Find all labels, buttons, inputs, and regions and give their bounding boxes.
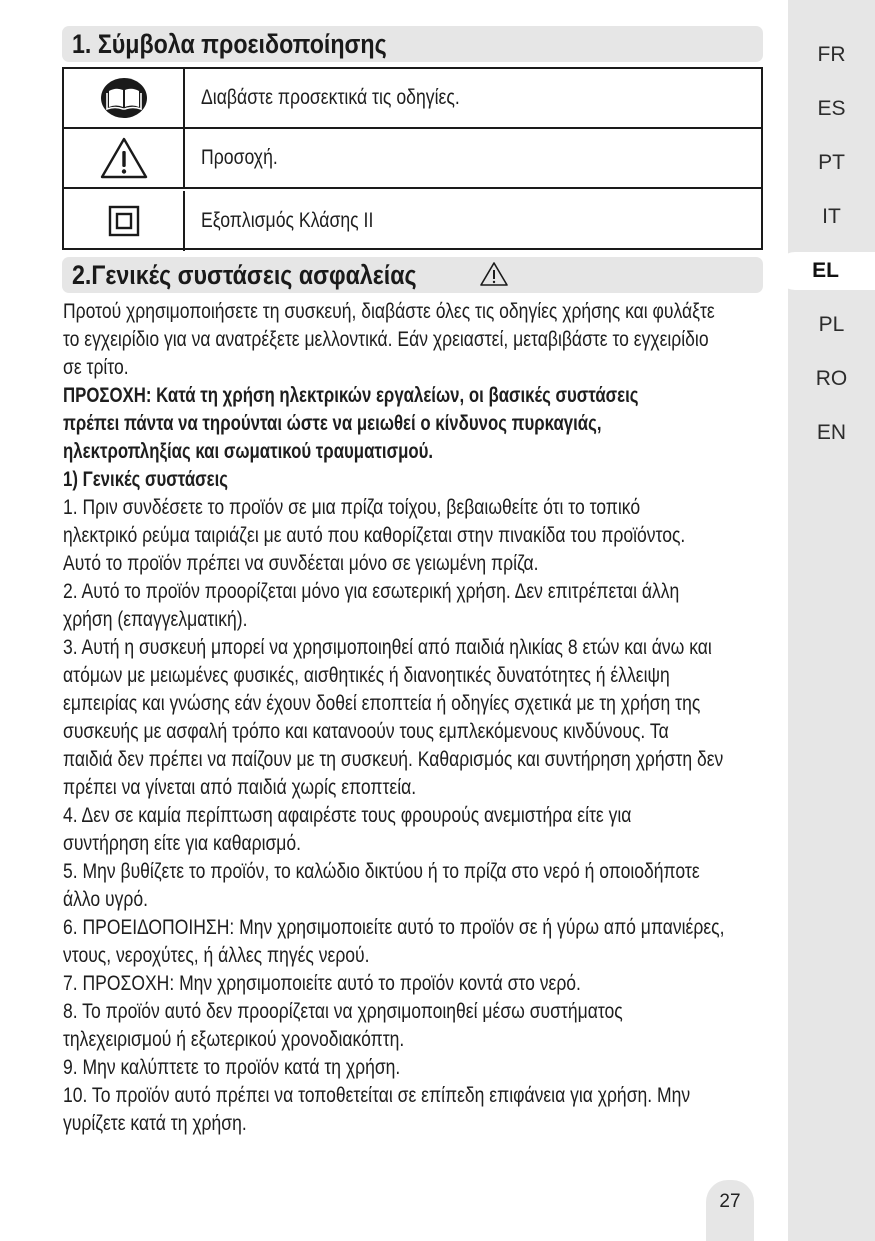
- language-tab-fr[interactable]: FR: [817, 43, 846, 66]
- text-line: εμπειρίας και γνώσης εάν έχουν δοθεί εποπτεία ή οδηγίες σχετικά με τη χρήση της: [63, 692, 701, 715]
- text-line: συσκευής με ασφαλή τρόπο και κατανοούν τους εμπλεκόμενους κινδύνους. Τα: [63, 720, 669, 743]
- text-line: συντήρηση είτε για καθαρισμό.: [63, 832, 302, 855]
- safety-recommendations-text: [63, 298, 775, 1138]
- text-line: τηλεχειρισμού ή εξωτερικού χρονοδιακόπτη.: [63, 1028, 405, 1051]
- symbol-row: [64, 129, 761, 189]
- class-ii-double-square-icon: [108, 205, 140, 237]
- symbol-description: Διαβάστε προσεκτικά τις οδηγίες.: [201, 86, 460, 109]
- section-1-title: 1. Σύμβολα προειδοποίησης: [72, 29, 387, 59]
- text-line: 10. Το προϊόν αυτό πρέπει να τοποθετείται σε επίπεδη επιφάνεια για χρήση. Μην: [63, 1084, 691, 1107]
- text-line: ηλεκτρικό ρεύμα ταιριάζει με αυτό που καθορίζεται στην πινακίδα του προϊόντος.: [63, 524, 686, 547]
- text-line: το εγχειρίδιο για να ανατρέξετε μελλοντικά. Εάν χρειαστεί, μεταβιβάστε το εγχειρίδιο: [63, 328, 709, 351]
- text-line: 3. Αυτή η συσκευή μπορεί να χρησιμοποιηθεί από παιδιά ηλικίας 8 ετών και άνω και: [63, 636, 712, 659]
- section-2-header: [62, 257, 763, 293]
- symbol-description: Προσοχή.: [201, 146, 278, 169]
- warning-triangle-icon: [99, 136, 149, 180]
- text-line: άλλο υγρό.: [63, 888, 148, 911]
- text-line: 1. Πριν συνδέσετε το προϊόν σε μια πρίζα τοίχου, βεβαιωθείτε ότι το τοπικό: [63, 496, 641, 519]
- language-tab-en[interactable]: EN: [816, 421, 847, 444]
- text-line: σε τρίτο.: [63, 356, 129, 379]
- warning-symbols-table: [62, 67, 763, 250]
- bold-text-line: ΠΡΟΣΟΧΗ: Κατά τη χρήση ηλεκτρικών εργαλείων, οι βασικές συστάσεις: [63, 384, 639, 407]
- text-line: πρέπει να γίνεται από παιδιά χωρίς εποπτεία.: [63, 776, 417, 799]
- bold-text-line: ηλεκτροπληξίας και σωματικού τραυματισμού.: [63, 440, 434, 463]
- text-line: 9. Μην καλύπτετε το προϊόν κατά τη χρήση.: [63, 1056, 401, 1079]
- page-number: 27: [706, 1180, 754, 1241]
- text-line: παιδιά δεν πρέπει να παίζουν με τη συσκευή. Καθαρισμός και συντήρηση χρήστη δεν: [63, 748, 724, 771]
- text-line: 4. Δεν σε καμία περίπτωση αφαιρέστε τους φρουρούς ανεμιστήρα είτε για: [63, 804, 632, 827]
- language-tab-pt[interactable]: PT: [818, 151, 845, 174]
- text-line: 7. ΠΡΟΣΟΧΗ: Μην χρησιμοποιείτε αυτό το προϊόν κοντά στο νερό.: [63, 972, 581, 995]
- text-line: 2. Αυτό το προϊόν προορίζεται μόνο για εσωτερική χρήση. Δεν επιτρέπεται άλλη: [63, 580, 680, 603]
- text-line: Προτού χρησιμοποιήσετε τη συσκευή, διαβάστε όλες τις οδηγίες χρήσης και φυλάξτε: [63, 300, 715, 323]
- language-tab-it[interactable]: IT: [822, 205, 841, 228]
- symbol-description: Εξοπλισμός Κλάσης II: [201, 209, 374, 232]
- symbol-icon-cell: [64, 69, 185, 127]
- text-line: 8. Το προϊόν αυτό δεν προορίζεται να χρησιμοποιηθεί μέσω συστήματος: [63, 1000, 623, 1023]
- text-line: 6. ΠΡΟΕΙΔΟΠΟΙΗΣΗ: Μην χρησιμοποιείτε αυτό το προϊόν σε ή γύρω από μπανιέρες,: [63, 916, 725, 939]
- read-manual-icon: [100, 77, 148, 119]
- bold-text-line: πρέπει πάντα να τηρούνται ώστε να μειωθεί ο κίνδυνος πυρκαγιάς,: [63, 412, 602, 435]
- symbol-row: [64, 69, 761, 129]
- text-line: Αυτό το προϊόν πρέπει να συνδέεται μόνο σε γειωμένη πρίζα.: [63, 552, 539, 575]
- text-line: 5. Μην βυθίζετε το προϊόν, το καλώδιο δικτύου ή το πρίζα στο νερό ή οποιοδήποτε: [63, 860, 700, 883]
- language-tab-es[interactable]: ES: [817, 97, 846, 120]
- bold-text-line: 1) Γενικές συστάσεις: [63, 468, 229, 491]
- language-sidebar: [788, 0, 875, 1241]
- section-2-title: 2.Γενικές συστάσεις ασφαλείας: [72, 260, 417, 290]
- section-1-header: [62, 26, 763, 62]
- symbol-row: [64, 191, 761, 251]
- text-line: γυρίζετε κατά τη χρήση.: [63, 1112, 247, 1135]
- language-tab-el[interactable]: EL: [776, 252, 875, 290]
- text-line: χρήση (επαγγελματική).: [63, 608, 248, 631]
- warning-triangle-icon: [479, 261, 509, 287]
- text-line: ντους, νεροχύτες, ή άλλες πηγές νερού.: [63, 944, 370, 967]
- language-tab-ro[interactable]: RO: [815, 367, 848, 390]
- symbol-icon-cell: [64, 191, 185, 251]
- language-tab-pl[interactable]: PL: [818, 313, 845, 336]
- symbol-icon-cell: [64, 129, 185, 187]
- text-line: ατόμων με μειωμένες φυσικές, αισθητικές ή διανοητικές δυνατότητες ή έλλειψη: [63, 664, 670, 687]
